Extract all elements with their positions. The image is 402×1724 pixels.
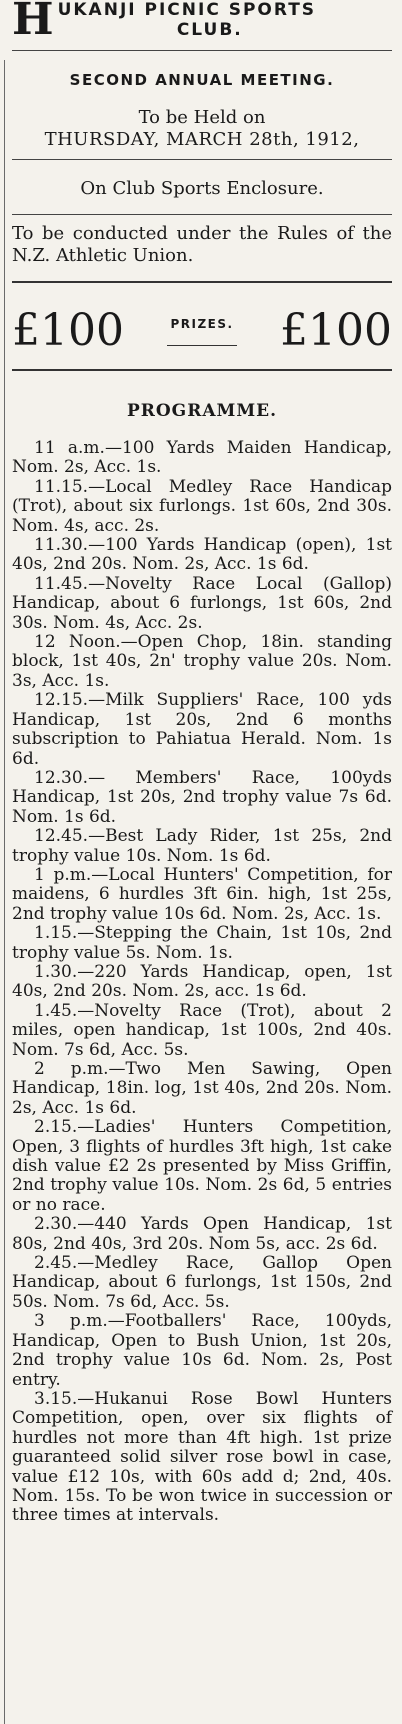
prize-amount-left: £100	[12, 305, 124, 356]
event-item: 1.30.—220 Yards Handicap, open, 1st 40s, 2nd 20s. Nom. 2s, acc. 1s 6d.	[12, 961, 392, 1002]
venue-line: On Club Sports Enclosure.	[80, 178, 324, 199]
prizes-banner	[12, 301, 392, 361]
event-item: 1.15.—Stepping the Chain, 1st 10s, 2nd trophy value 5s. Nom. 1s.	[12, 923, 392, 963]
held-line: To be Held on	[138, 107, 266, 128]
event-item: 12.15.—Milk Suppliers' Race, 100 yds Handicap, 1st 20s, 2nd 6 months subscription to Pahiatua Herald. Nom. 1s 6d.	[12, 690, 392, 769]
divider	[12, 214, 392, 215]
event-item: 1.45.—Novelty Race (Trot), about 2 miles, open handicap, 1st 100s, 2nd 40s. Nom. 7s 6d, Acc. 5s.	[12, 1000, 392, 1060]
divider	[12, 281, 392, 283]
event-item: 2.45.—Medley Race, Gallop Open Handicap, about 6 furlongs, 1st 150s, 2nd 50s. Nom. 7s 6d, Acc. 5s.	[12, 1253, 392, 1312]
event-item: 2.30.—440 Yards Open Handicap, 1st 80s, 2nd 40s, 3rd 20s. Nom 5s, acc. 2s 6d.	[12, 1214, 392, 1254]
event-item: 12 Noon.—Open Chop, 18in. standing block, 1st 40s, 2n' trophy value 20s. Nom. 3s, Acc. 1s.	[12, 632, 392, 691]
divider	[12, 159, 392, 160]
event-item: 12.45.—Best Lady Rider, 1st 25s, 2nd trophy value 10s. Nom. 1s 6d.	[12, 826, 392, 866]
event-item: 11.30.—100 Yards Handicap (open), 1st 40s, 2nd 20s. Nom. 2s, Acc. 1s 6d.	[12, 535, 392, 575]
club-title-line1: UKANJI PICNIC SPORTS	[57, 0, 317, 20]
club-title-line2: CLUB.	[176, 20, 243, 40]
event-item: 11.45.—Novelty Race Local (Gallop) Handicap, about 6 furlongs, 1st 60s, 2nd 30s. Nom. 4s, Acc. 2s.	[12, 573, 392, 633]
divider	[12, 369, 392, 371]
club-title	[58, 0, 392, 40]
column-rule	[4, 60, 5, 1724]
meeting-heading: SECOND ANNUAL MEETING.	[69, 71, 335, 89]
masthead	[12, 0, 392, 45]
event-item: 1 p.m.—Local Hunters' Competition, for maidens, 6 hurdles 3ft 6in. high, 1st 25s, 2nd trophy value 10s 6d. Nom. 2s, Acc. 1s.	[12, 864, 392, 924]
event-item: 11.15.—Local Medley Race Handicap (Trot), about six furlongs. 1st 60s, 2nd 30s. Nom. 4s, acc. 2s.	[12, 476, 392, 536]
drop-cap: H	[12, 0, 54, 45]
event-item: 12.30.— Members' Race, 100yds Handicap, 1st 20s, 2nd trophy value 7s 6d. Nom. 1s 6d.	[12, 767, 392, 827]
divider	[12, 50, 392, 51]
event-item: 2.15.—Ladies' Hunters Competition, Open, 3 flights of hurdles 3ft high, 1st cake dish value £2 2s presented by Miss Griffin, 2nd trophy value 10s. Nom. 2s 6d, 5 entries or no race.	[12, 1117, 392, 1215]
events-list	[12, 439, 392, 1526]
event-item: 3.15.—Hukanui Rose Bowl Hunters Competition, open, over six flights of hurdles not more than 4ft high. 1st prize guaranteed solid silver rose bowl in case, value £12 10s, with 60s add d; 2nd, 40s. Nom. 15s. To be won twice in succession or three times at intervals.	[12, 1388, 392, 1526]
event-item: 11 a.m.—100 Yards Maiden Handicap, Nom. 2s, Acc. 1s.	[12, 438, 392, 478]
date-line: THURSDAY, MARCH 28th, 1912,	[44, 129, 360, 150]
programme-title: PROGRAMME.	[126, 401, 278, 421]
event-item: 3 p.m.—Footballers' Race, 100yds, Handicap, Open to Bush Union, 1st 20s, 2nd trophy value 10s 6d. Nom. 2s, Post entry.	[12, 1311, 392, 1390]
prizes-underline	[167, 345, 237, 346]
prize-amount-right: £100	[280, 305, 392, 356]
rules-text: To be conducted under the Rules of the N.Z. Athletic Union.	[12, 223, 392, 266]
prizes-label: PRIZES.	[170, 316, 234, 331]
event-item: 2 p.m.—Two Men Sawing, Open Handicap, 18in. log, 1st 40s, 2nd 20s. Nom. 2s, Acc. 1s 6d.	[12, 1059, 392, 1118]
prizes-label-block	[167, 317, 237, 346]
